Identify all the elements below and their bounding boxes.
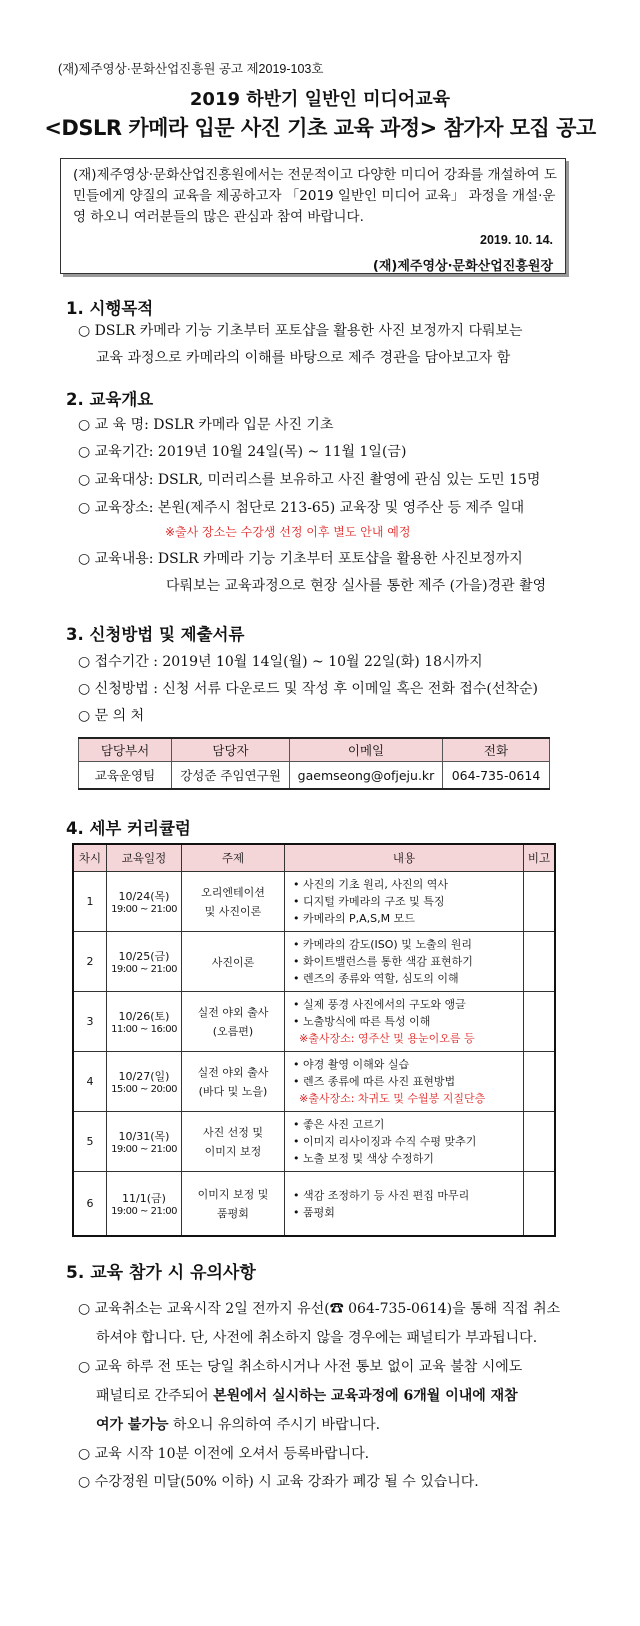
content-item: • 렌즈의 종류와 역할, 심도의 이해 [293,972,459,985]
session-no: 6 [73,1172,107,1237]
session-schedule [107,1052,182,1112]
table-row [73,992,555,1052]
contact-header-phone: 전화 [443,738,550,762]
contact-header-dept: 담당부서 [79,738,172,762]
edu-target: ○ 교육대상: DSLR, 미러리스를 보유하고 사진 촬영에 관심 있는 도민 15명 [78,472,541,488]
section-3-title: 3. 신청방법 및 제출서류 [66,625,245,644]
curriculum-header-row [73,844,555,872]
notice-number: (재)제주영상·문화산업진흥원 공고 제2019-103호 [58,62,324,76]
section-4-title: 4. 세부 커리큘럼 [66,819,191,838]
content-item: • 렌즈 종류에 따른 사진 표현방법 [293,1075,456,1088]
contact-header-person: 담당자 [172,738,290,762]
contact-person: 강성준 주임연구원 [172,762,290,790]
session-content [285,1112,524,1172]
session-date: 10/24(목) [118,890,170,903]
curriculum-header-note: 비고 [524,844,556,872]
session-note [524,1112,556,1172]
curriculum-header-topic: 주제 [182,844,285,872]
session-schedule [107,1112,182,1172]
table-row [73,1112,555,1172]
content-item: • 노출 보정 및 색상 수정하기 [293,1152,434,1165]
caution-2-line-3-normal: 하오니 유의하여 주시기 바랍니다. [168,1417,381,1433]
content-item: • 실제 풍경 사진에서의 구도와 앵글 [293,998,466,1011]
shooting-location-note: ※출사장소: 차귀도 및 수월봉 지질단층 [299,1092,486,1105]
curriculum-header-date: 교육일정 [107,844,182,872]
session-content [285,1172,524,1237]
session-topic-line-1: 실전 야외 출사 [197,1065,269,1079]
session-time: 11:00 ~ 16:00 [111,1024,177,1035]
caution-3: ○ 교육 시작 10분 이전에 오셔서 등록바랍니다. [78,1446,370,1462]
intro-box [60,158,566,274]
content-item: • 야경 촬영 이해와 실습 [293,1058,410,1071]
caution-4: ○ 수강정원 미달(50% 이하) 시 교육 강좌가 폐강 될 수 있습니다. [78,1474,479,1490]
session-no: 5 [73,1112,107,1172]
session-time: 15:00 ~ 20:00 [111,1084,177,1095]
contact-email[interactable]: gaemseong@ofjeju.kr [290,762,443,790]
session-date: 10/26(토) [118,1010,170,1023]
session-no: 3 [73,992,107,1052]
curriculum-table [72,843,556,1237]
session-topic [182,1052,285,1112]
curriculum-header-no: 차시 [73,844,107,872]
session-date: 10/31(목) [118,1130,170,1143]
session-topic-line-2: 및 사진이론 [204,904,262,918]
session-date: 10/27(일) [118,1070,170,1083]
session-topic [182,1112,285,1172]
intro-signature: (재)제주영상·문화산업진흥원장 [372,259,553,274]
session-topic [182,1172,285,1237]
inquiry-label: ○ 문 의 처 [78,708,145,724]
content-item: • 사진의 기초 원리, 사진의 역사 [293,878,448,891]
content-item: • 노출방식에 따른 특성 이해 [293,1015,431,1028]
session-content [285,992,524,1052]
curriculum-header-content: 내용 [285,844,524,872]
session-content [285,1052,524,1112]
session-note [524,1172,556,1237]
apply-period: ○ 접수기간 : 2019년 10월 14일(월) ~ 10월 22일(화) 18시까지 [78,654,483,670]
caution-1-line-1: ○ 교육취소는 교육시작 2일 전까지 유선(☎ 064-735-0614)을 통해 직접 취소 [78,1301,561,1317]
edu-period: ○ 교육기간: 2019년 10월 24일(목) ~ 11월 1일(금) [78,444,407,460]
session-date: 11/1(금) [122,1192,166,1205]
section-1-title: 1. 시행목적 [66,299,154,318]
session-note [524,1052,556,1112]
edu-content-line-1: ○ 교육내용: DSLR 카메라 기능 기초부터 포토샵을 활용한 사진보정까지 [78,551,523,567]
session-topic-line-2: 이미지 보정 [204,1144,262,1158]
table-row [73,1052,555,1112]
session-topic [182,992,285,1052]
session-no: 1 [73,872,107,932]
session-time: 19:00 ~ 21:00 [111,1206,177,1217]
edu-name: ○ 교 육 명: DSLR 카메라 입문 사진 기초 [78,417,334,433]
session-topic-line-2: 품평회 [217,1206,249,1220]
table-row [73,1172,555,1237]
session-no: 2 [73,932,107,992]
content-item: • 색감 조정하기 등 사진 편집 마무리 [293,1188,470,1202]
caution-1-line-2: 하셔야 합니다. 단, 사전에 취소하지 않을 경우에는 패널티가 부과됩니다. [96,1330,538,1346]
caution-2-line-2-bold: 본원에서 실시하는 교육과정에 6개월 이내에 재참 [213,1388,518,1404]
session-content [285,932,524,992]
caution-2-line-3-bold: 여가 불가능 [96,1417,169,1433]
contact-header-email: 이메일 [290,738,443,762]
caution-2-line-1: ○ 교육 하루 전 또는 당일 취소하시거나 사전 통보 없이 교육 불참 시에도 [78,1359,523,1375]
session-time: 19:00 ~ 21:00 [111,1144,177,1155]
shooting-location-note: ※출사장소: 영주산 및 용눈이오름 등 [299,1032,475,1045]
intro-text: (재)제주영상·문화산업진흥원에서는 전문적이고 다양한 미디어 강좌를 개설하여 도민들에게 양질의 교육을 제공하고자 「2019 일반인 미디어 교육」 과정을 개설·운영 하오니 여러분들의 많은 관심과 참여 바랍니다. [73,167,557,225]
content-item: • 디지털 카메라의 구조 및 특징 [293,895,445,908]
title-line-2: <DSLR 카메라 입문 사진 기초 교육 과정> 참가자 모집 공고 [44,116,596,140]
session-note [524,932,556,992]
session-note [524,992,556,1052]
caution-2-line-2 [96,1385,518,1405]
table-row [73,872,555,932]
intro-date: 2019. 10. 14. [480,233,553,247]
caution-2-line-3 [96,1414,380,1434]
contact-row [79,762,550,790]
edu-place: ○ 교육장소: 본원(제주시 첨단로 213-65) 교육장 및 영주산 등 제주 일대 [78,500,525,516]
session-time: 19:00 ~ 21:00 [111,904,177,915]
title-line-1: 2019 하반기 일반인 미디어교육 [189,89,451,110]
session-schedule [107,872,182,932]
session-schedule [107,992,182,1052]
session-topic-line-2: (바다 및 노을) [198,1084,268,1098]
contact-phone[interactable]: 064-735-0614 [443,762,550,790]
session-topic [182,872,285,932]
section-2-title: 2. 교육개요 [66,390,154,409]
contact-table [78,737,550,790]
section-1-line-2: 교육 과정으로 카메라의 이해를 바탕으로 제주 경관을 담아보고자 함 [96,350,511,366]
session-content [285,872,524,932]
apply-method: ○ 신청방법 : 신청 서류 다운로드 및 작성 후 이메일 혹은 전화 접수(선착순) [78,681,538,697]
content-item: • 카메라의 P,A,S,M 모드 [293,912,415,925]
section-1-line-1: ○ DSLR 카메라 기능 기초부터 포토샵을 활용한 사진 보정까지 다뤄보는 [78,323,523,339]
session-topic-line-1: 오리엔테이션 [201,885,265,899]
table-row [73,932,555,992]
session-topic-line-1: 실전 야외 출사 [197,1005,269,1019]
session-schedule [107,932,182,992]
contact-header-row [79,738,550,762]
content-item: • 품평회 [293,1205,335,1219]
session-topic-line-1: 사진 선정 및 [202,1125,264,1139]
content-item: • 화이트밸런스를 통한 색감 표현하기 [293,955,473,968]
edu-content-line-2: 다뤄보는 교육과정으로 현장 실사를 통한 제주 (가을)경관 촬영 [166,578,547,594]
session-no: 4 [73,1052,107,1112]
session-topic: 사진이론 [182,932,285,992]
session-date: 10/25(금) [118,950,170,963]
content-item: • 이미지 리사이징과 수직 수평 맞추기 [293,1135,477,1148]
session-note [524,872,556,932]
contact-dept: 교육운영팀 [79,762,172,790]
caution-2-line-2-normal: 패널티로 간주되어 [96,1388,214,1404]
place-note: ※출사 장소는 수강생 선정 이후 별도 안내 예정 [165,525,411,539]
session-time: 19:00 ~ 21:00 [111,964,177,975]
section-5-title: 5. 교육 참가 시 유의사항 [66,1263,256,1283]
content-item: • 좋은 사진 고르기 [293,1118,385,1131]
content-item: • 카메라의 감도(ISO) 및 노출의 원리 [293,938,472,951]
session-schedule [107,1172,182,1237]
session-topic-line-1: 이미지 보정 및 [197,1187,269,1201]
session-topic-line-2: (오름편) [212,1024,254,1038]
